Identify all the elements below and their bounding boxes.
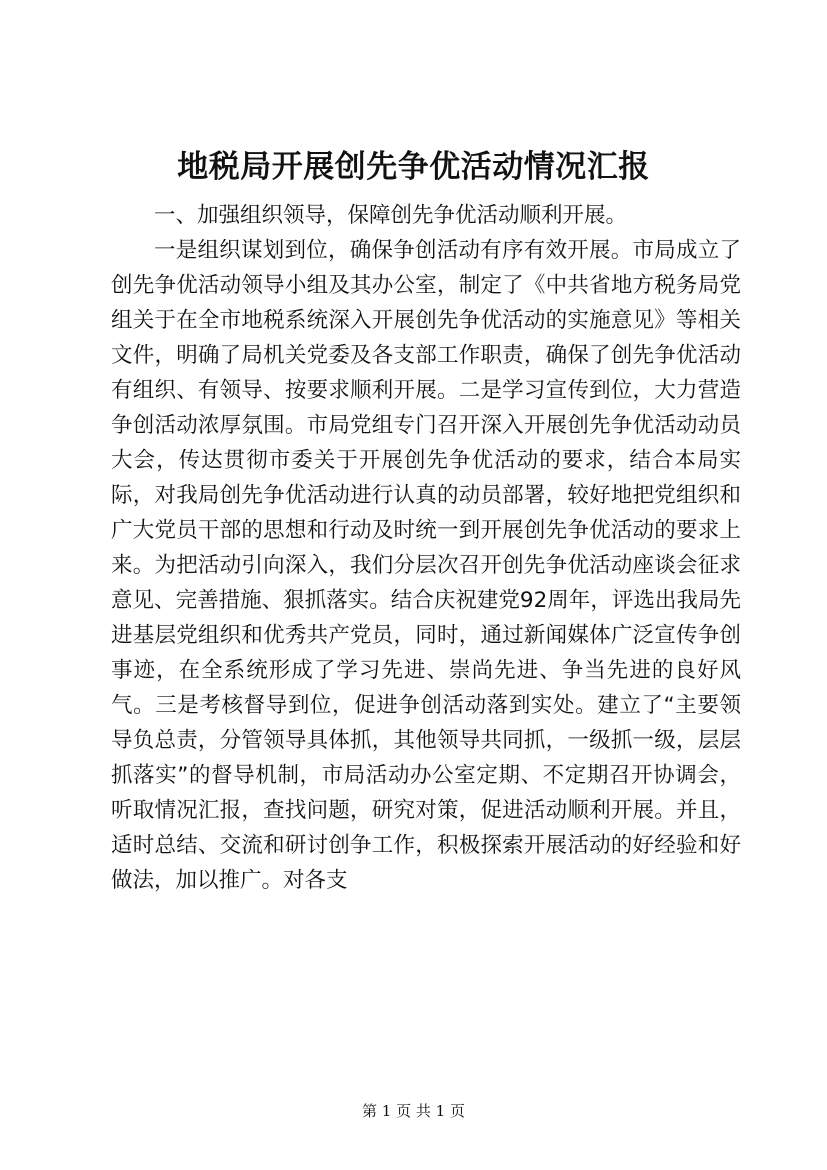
section-heading-paragraph: 一、加强组织领导，保障创先争优活动顺利开展。 — [154, 203, 628, 228]
document-title: 地税局开展创先争优活动情况汇报 — [177, 149, 650, 185]
document-body — [111, 198, 741, 898]
page-footer: 第 1 页 共 1 页 — [362, 1102, 465, 1120]
body-paragraph: 一是组织谋划到位，确保争创活动有序有效开展。市局成立了创先争优活动领导小组及其办公室，制定了《中共省地方税务局党组关于在全市地税系统深入开展创先争优活动的实施意见》等相关文件，明确了局机关党委及各支部工作职责，确保了创先争优活动有组织、有领导、按要求顺利开展。二是学习宣传到位，大力营造争创活动浓厚氛围。市局党组专门召开深入开展创先争优活动动员大会，传达贯彻市委关于开展创先争优活动的要求，结合本局实际，对我局创先争优活动进行认真的动员部署，较好地把党组织和广大党员干部的思想和行动及时统一到开展创先争优活动的要求上来。为把活动引向深入，我们分层次召开创先争优活动座谈会征求意见、完善措施、狠抓落实。结合庆祝建党92周年，评选出我局先进基层党组织和优秀共产党员，同时，通过新闻媒体广泛宣传争创事迹，在全系统形成了学习先进、崇尚先进、争当先进的良好风气。三是考核督导到位，促进争创活动落到实处。建立了“主要领导负总责，分管领导具体抓，其他领导共同抓，一级抓一级，层层抓落实”的督导机制，市局活动办公室定期、不定期召开协调会，听取情况汇报，查找问题，研究对策，促进活动顺利开展。并且，适时总结、交流和研讨创争工作，积极探索开展活动的好经验和好做法，加以推广。对各支 — [111, 238, 741, 893]
